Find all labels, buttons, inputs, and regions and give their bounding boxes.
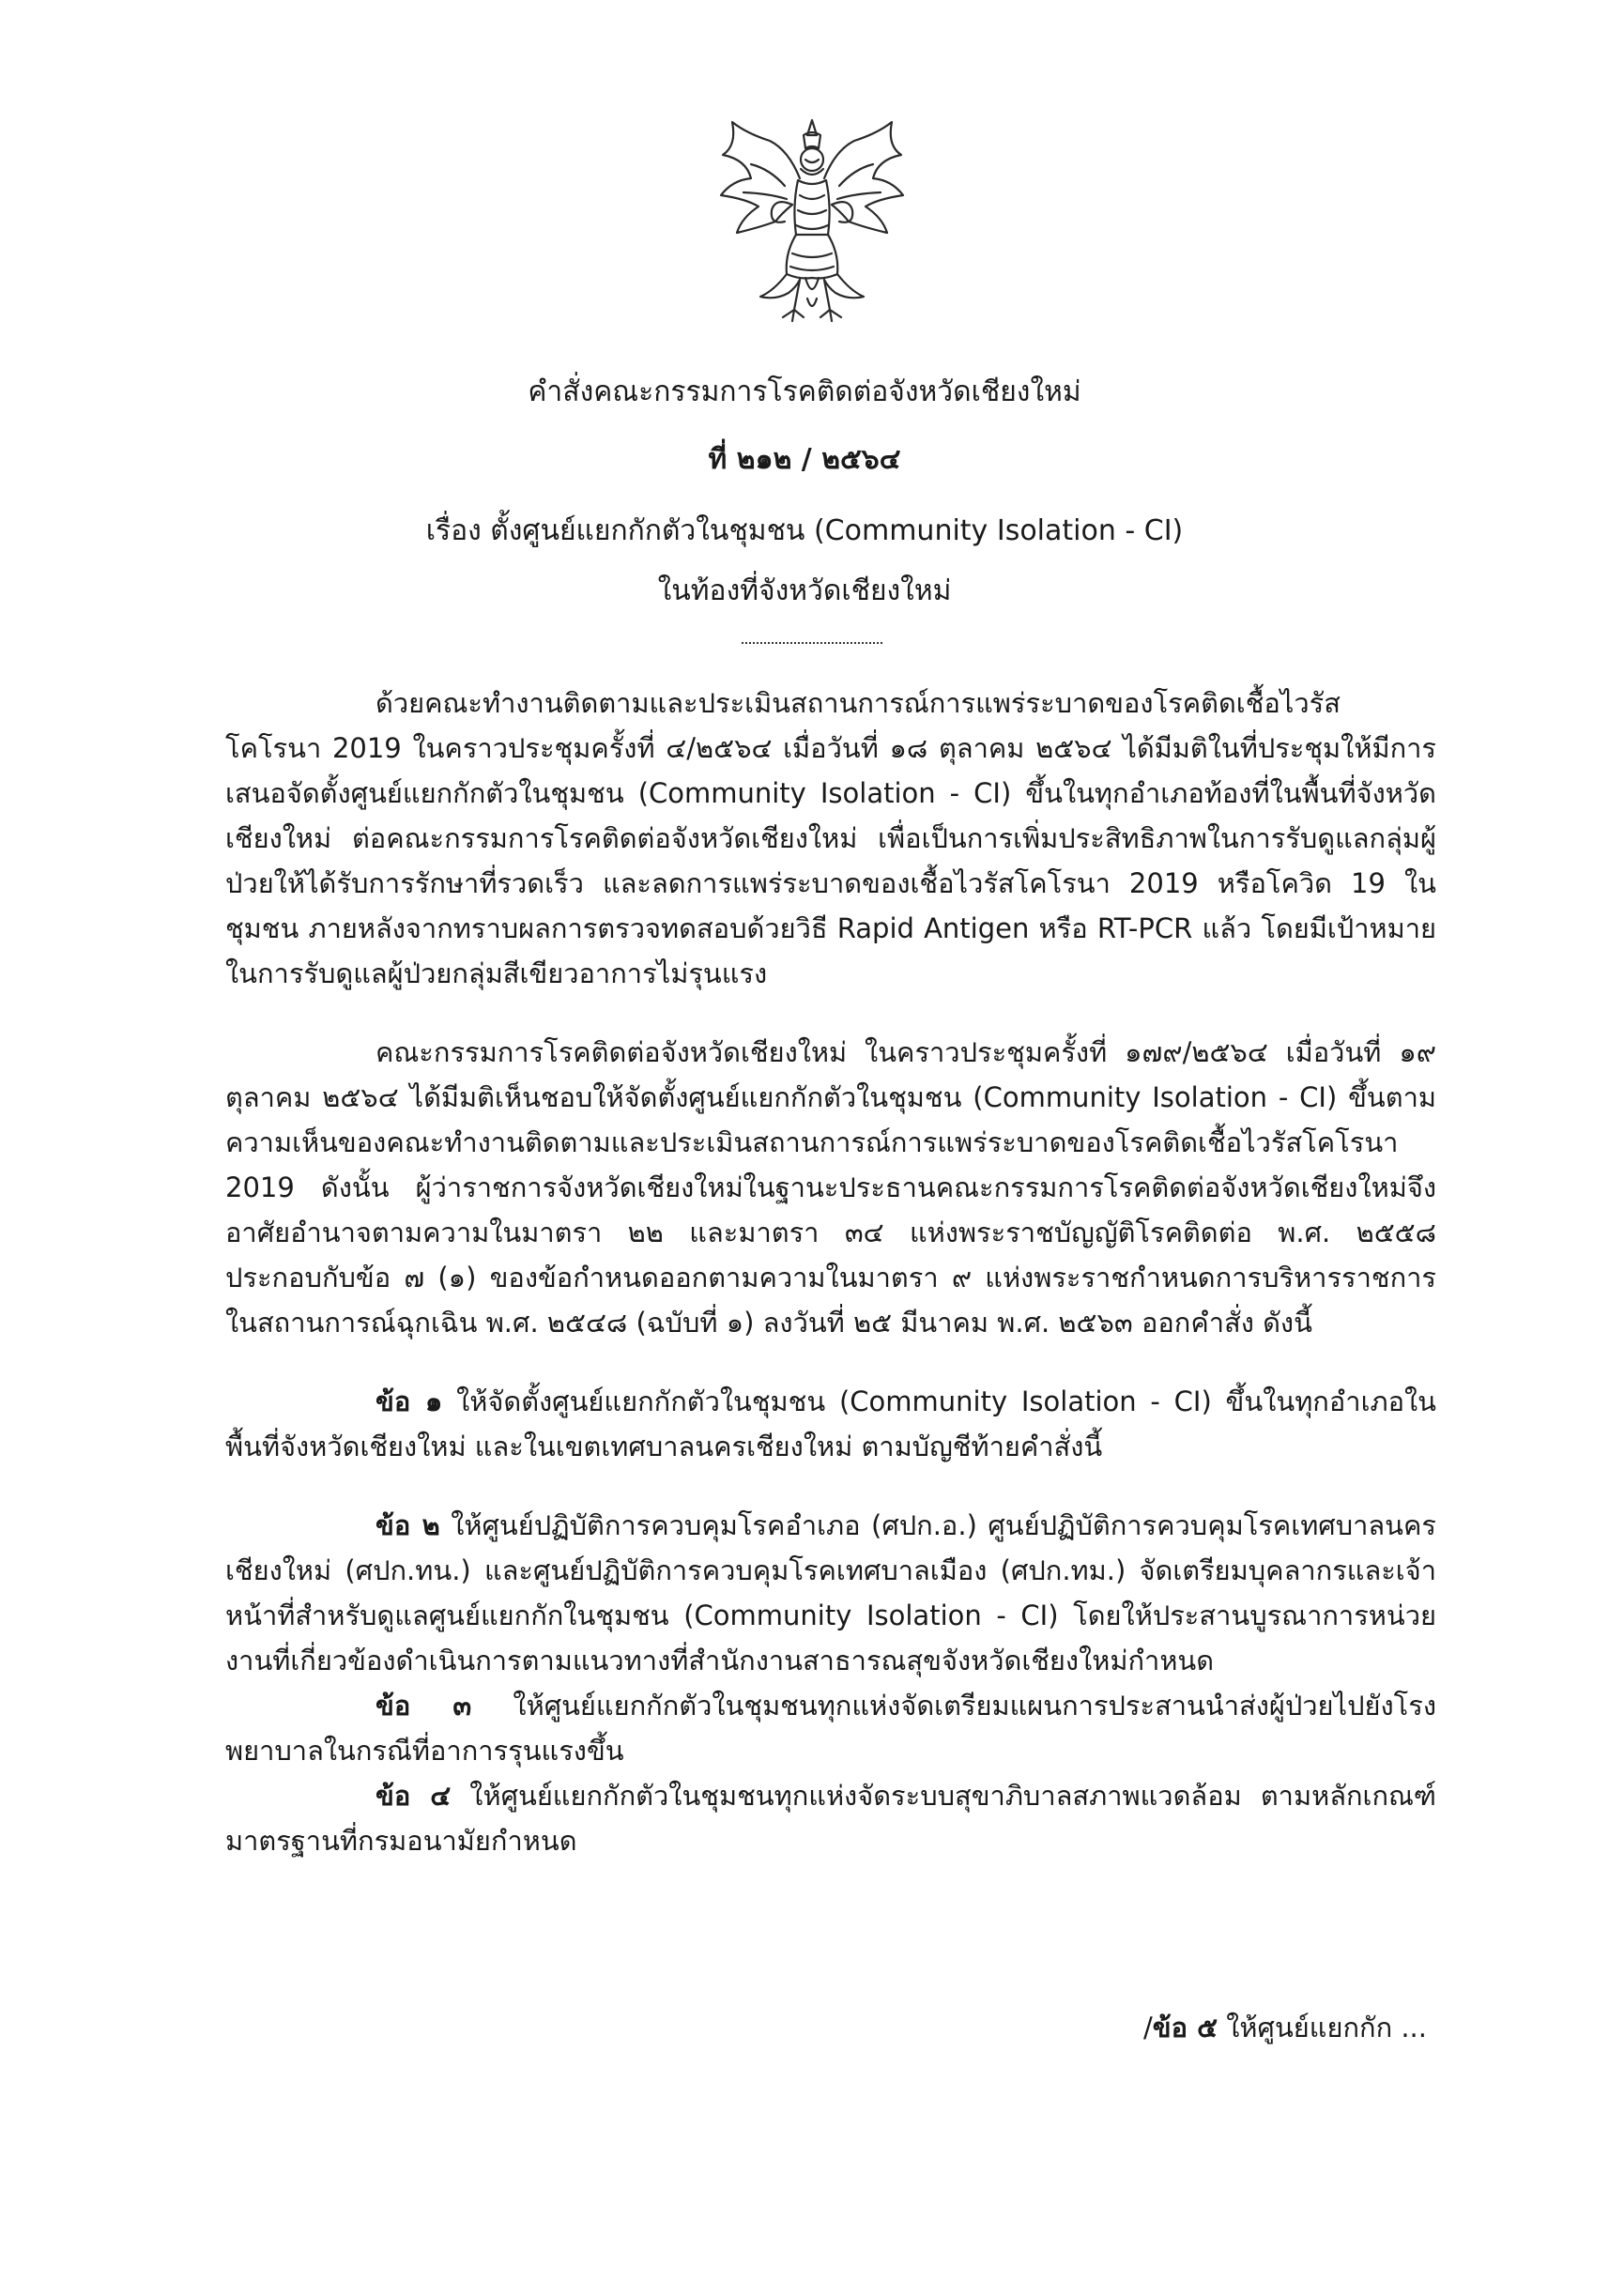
clause-4 [225,1773,1436,1863]
order-number: ที่ ๒๑๒ / ๒๕๖๔ [708,443,901,476]
clause-2 [225,1503,1436,1683]
clause-2-label: ข้อ ๒ [375,1509,440,1541]
continuation-text: ให้ศูนย์แยกกัก ... [1218,2012,1427,2043]
subject-line-2: ในท้องที่จังหวัดเชียงใหม่ [657,574,952,607]
dotted-separator [742,638,882,644]
issuer-title: คำสั่งคณะกรรมการโรคติดต่อจังหวัดเชียงใหม่ [528,375,1081,408]
clause-1-text: ให้จัดตั้งศูนย์แยกกักตัวในชุมชน (Community Isolation - CI) ขึ้นในทุกอำเภอในพื้นที่จังหวัดเชียงใหม่ และในเขตเทศบาลนครเชียงใหม่ ตามบัญชีท้ายคำสั่งนี้ [225,1385,1436,1462]
clause-4-label: ข้อ ๔ [375,1780,452,1812]
clause-4-text: ให้ศูนย์แยกกักตัวในชุมชนทุกแห่งจัดระบบสุขาภิบาลสภาพแวดล้อม ตามหลักเกณฑ์มาตรฐานที่กรมอนามัยกำหนด [225,1780,1436,1857]
continuation-slash: / [1142,2012,1153,2043]
paragraph-background: ด้วยคณะทำงานติดตามและประเมินสถานการณ์การแพร่ระบาดของโรคติดเชื้อไวรัสโคโรนา 2019 ในคราวประชุมครั้งที่ ๔/๒๕๖๔ เมื่อวันที่ ๑๘ ตุลาคม ๒๕๖๔ ได้มีมติในที่ประชุมให้มีการเสนอจัดตั้งศูนย์แยกกักตัวในชุมชน (Community Isolation - CI) ขึ้นในทุกอำเภอท้องที่ในพื้นที่จังหวัดเชียงใหม่ ต่อคณะกรรมการโรคติดต่อจังหวัดเชียงใหม่ เพื่อเป็นการเพิ่มประสิทธิภาพในการรับดูแลกลุ่มผู้ป่วยให้ได้รับการรักษาที่รวดเร็ว และลดการแพร่ระบาดของเชื้อไวรัสโคโรนา 2019 หรือโควิด 19 ในชุมชน ภายหลังจากทราบผลการตรวจทดสอบด้วยวิธี Rapid Antigen หรือ RT-PCR แล้ว โดยมีเป้าหมายในการรับดูแลผู้ป่วยกลุ่มสีเขียวอาการไม่รุนแรง [225,687,1436,989]
clause-3 [225,1683,1436,1773]
continuation-label: ข้อ ๕ [1152,2012,1218,2043]
clause-1 [225,1379,1436,1469]
clause-3-text: ให้ศูนย์แยกกักตัวในชุมชนทุกแห่งจัดเตรียมแผนการประสานนำส่งผู้ป่วยไปยังโรงพยาบาลในกรณีที่อาการรุนแรงขึ้น [225,1690,1436,1767]
garuda-emblem-icon [695,113,929,338]
subject-line-1: เรื่อง ตั้งศูนย์แยกกักตัวในชุมชน (Community Isolation - CI) [425,514,1184,547]
clause-3-label: ข้อ ๓ [375,1690,472,1722]
clause-2-text: ให้ศูนย์ปฏิบัติการควบคุมโรคอำเภอ (ศปก.อ.) ศูนย์ปฏิบัติการควบคุมโรคเทศบาลนครเชียงใหม่ (ศปก.ทน.) และศูนย์ปฏิบัติการควบคุมโรคเทศบาลเมือง (ศปก.ทม.) จัดเตรียมบุคลากรและเจ้าหน้าที่สำหรับดูแลศูนย์แยกกักในชุมชน (Community Isolation - CI) โดยให้ประสานบูรณาการหน่วยงานที่เกี่ยวข้องดำเนินการตามแนวทางที่สำนักงานสาธารณสุขจังหวัดเชียงใหม่กำหนด [225,1509,1436,1676]
next-page-continuation [1143,2009,1427,2046]
paragraph-resolution: คณะกรรมการโรคติดต่อจังหวัดเชียงใหม่ ในคราวประชุมครั้งที่ ๑๗๙/๒๕๖๔ เมื่อวันที่ ๑๙ ตุลาคม ๒๕๖๔ ได้มีมติเห็นชอบให้จัดตั้งศูนย์แยกกักตัวในชุมชน (Community Isolation - CI) ขึ้นตามความเห็นของคณะทำงานติดตามและประเมินสถานการณ์การแพร่ระบาดของโรคติดเชื้อไวรัสโคโรนา 2019 ดังนั้น ผู้ว่าราชการจังหวัดเชียงใหม่ในฐานะประธานคณะกรรมการโรคติดต่อจังหวัดเชียงใหม่จึงอาศัยอำนาจตามความในมาตรา ๒๒ และมาตรา ๓๔ แห่งพระราชบัญญัติโรคติดต่อ พ.ศ. ๒๕๕๘ ประกอบกับข้อ ๗ (๑) ของข้อกำหนดออกตามความในมาตรา ๙ แห่งพระราชกำหนดการบริหารราชการในสถานการณ์ฉุกเฉิน พ.ศ. ๒๕๔๘ (ฉบับที่ ๑) ลงวันที่ ๒๕ มีนาคม พ.ศ. ๒๕๖๓ ออกคำสั่ง ดังนี้ [225,1036,1436,1339]
clause-1-label: ข้อ ๑ [375,1385,443,1417]
order-body [225,681,1436,1863]
